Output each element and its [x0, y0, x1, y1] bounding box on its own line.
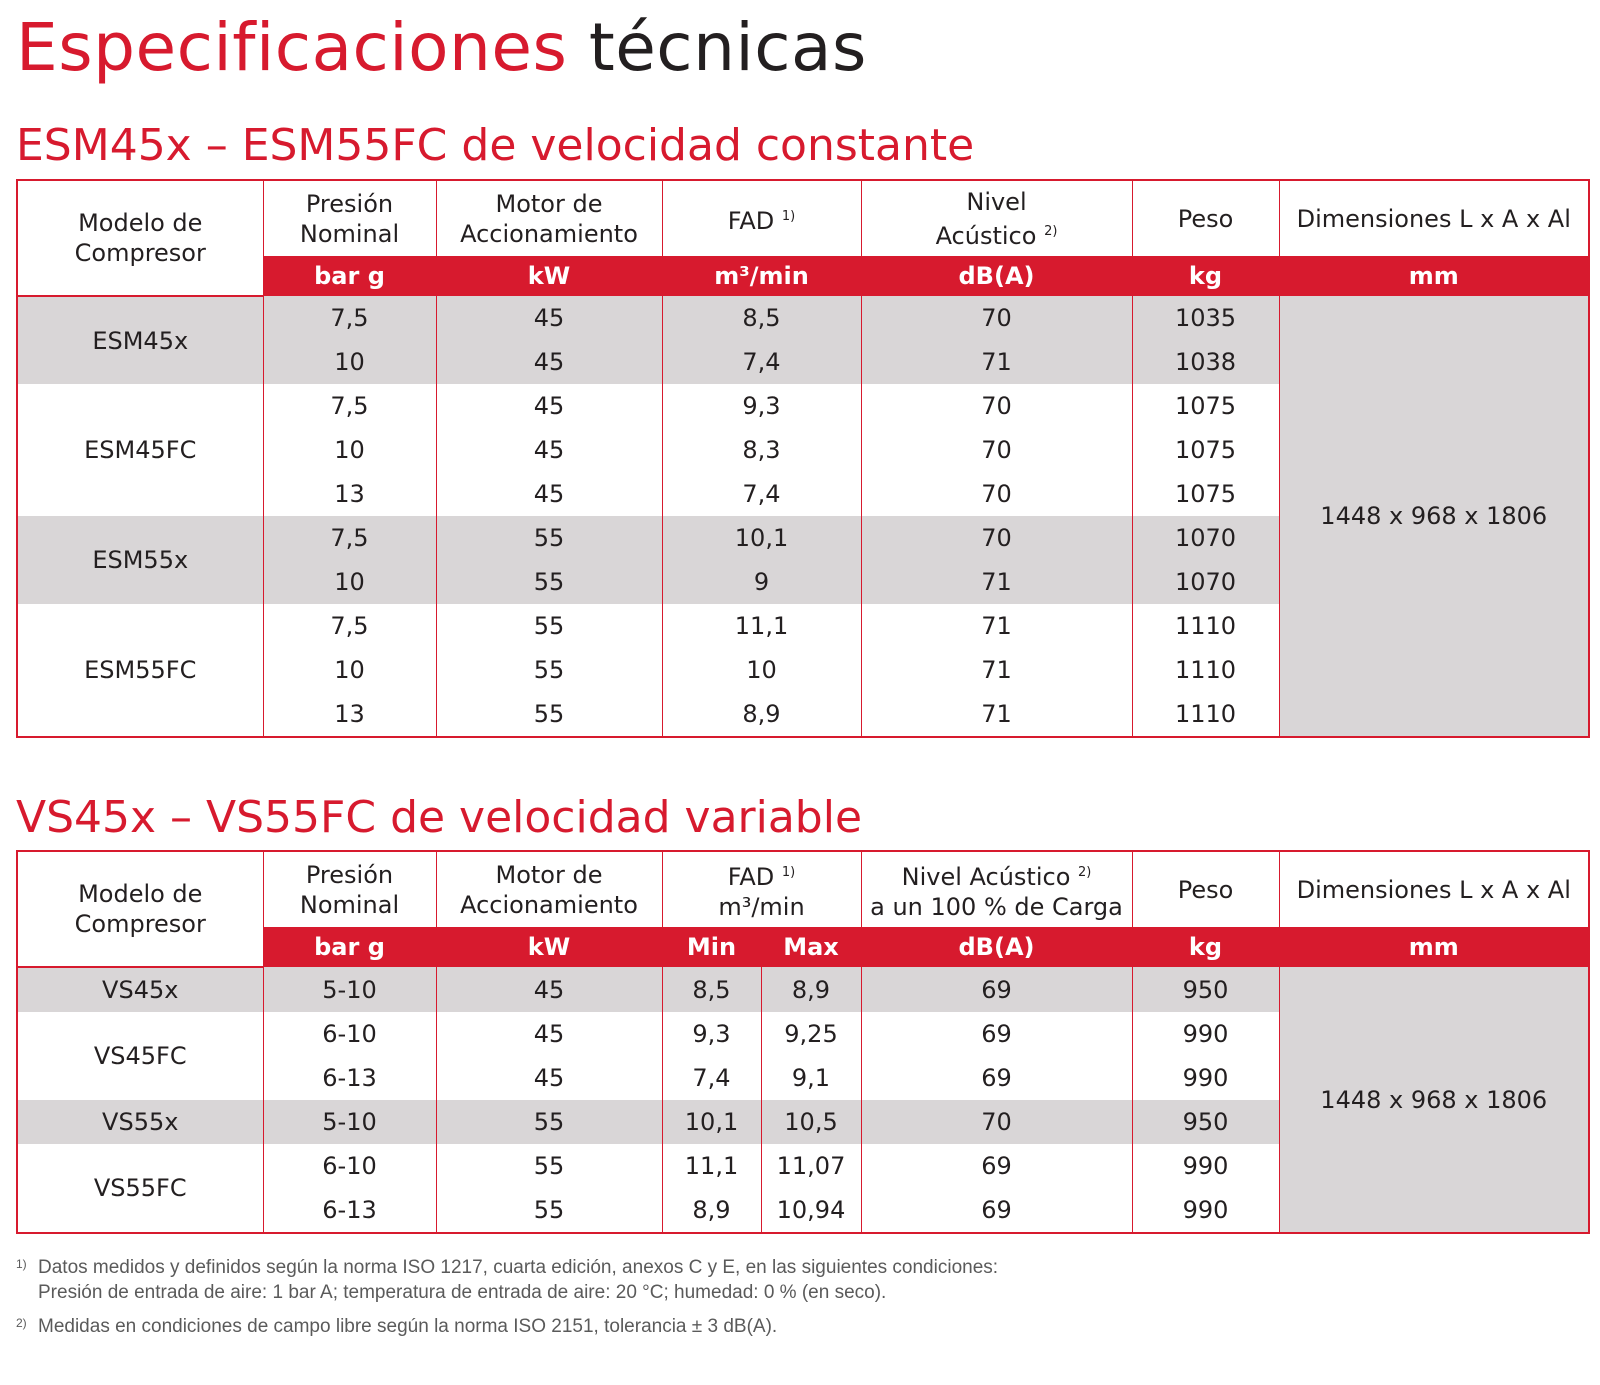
unit-motor: kW	[436, 256, 662, 296]
noise-cell: 71	[861, 340, 1132, 384]
weight-cell: 1110	[1132, 648, 1279, 692]
fad-cell: 9,3	[662, 384, 861, 428]
motor-cell: 45	[436, 1056, 662, 1100]
header-noise-label: Acústico	[935, 221, 1037, 250]
motor-cell: 45	[436, 340, 662, 384]
fad-cell: 8,9	[662, 692, 861, 737]
noise-cell: 71	[861, 560, 1132, 604]
fad-max-cell: 8,9	[761, 967, 861, 1012]
header-noise-condition: a un 100 % de Carga	[870, 892, 1123, 921]
fad-cell: 9	[662, 560, 861, 604]
motor-cell: 45	[436, 296, 662, 340]
motor-cell: 55	[436, 1100, 662, 1144]
model-cell: ESM45x	[17, 296, 263, 384]
weight-cell: 1038	[1132, 340, 1279, 384]
weight-cell: 950	[1132, 1100, 1279, 1144]
noise-cell: 69	[861, 1188, 1132, 1233]
noise-cell: 69	[861, 1144, 1132, 1188]
header-noise-label: Nivel Acústico	[901, 862, 1071, 891]
motor-cell: 55	[436, 604, 662, 648]
footnote-ref-1: 1)	[781, 864, 796, 880]
footnote-line: Presión de entrada de aire: 1 bar A; temperatura de entrada de aire: 20 °C; humedad: 0 % (en seco).	[38, 1282, 887, 1303]
weight-cell: 990	[1132, 1012, 1279, 1056]
noise-cell: 69	[861, 967, 1132, 1012]
model-cell: VS55FC	[17, 1144, 263, 1233]
header-model: Modelo de Compresor	[17, 851, 263, 967]
pressure-cell: 13	[263, 692, 436, 737]
noise-cell: 70	[861, 516, 1132, 560]
fad-cell: 7,4	[662, 472, 861, 516]
fad-min-cell: 8,5	[662, 967, 761, 1012]
dimensions-cell: 1448 x 968 x 1806	[1279, 967, 1589, 1233]
weight-cell: 950	[1132, 967, 1279, 1012]
fad-max-cell: 9,25	[761, 1012, 861, 1056]
footnote-ref-1: 1)	[781, 208, 796, 224]
pressure-cell: 10	[263, 560, 436, 604]
fad-min-cell: 7,4	[662, 1056, 761, 1100]
unit-fad-max: Max	[761, 927, 861, 967]
pressure-cell: 10	[263, 648, 436, 692]
fad-min-cell: 9,3	[662, 1012, 761, 1056]
model-cell: VS55x	[17, 1100, 263, 1144]
fad-max-cell: 11,07	[761, 1144, 861, 1188]
model-cell: ESM55x	[17, 516, 263, 604]
noise-cell: 70	[861, 1100, 1132, 1144]
header-fad	[662, 180, 861, 256]
pressure-cell: 7,5	[263, 296, 436, 340]
unit-weight: kg	[1132, 927, 1279, 967]
header-weight: Peso	[1132, 180, 1279, 256]
noise-cell: 70	[861, 296, 1132, 340]
model-cell: VS45FC	[17, 1012, 263, 1100]
footnote-2	[16, 1314, 998, 1339]
footnote-marker: 1)	[16, 1257, 27, 1271]
header-weight: Peso	[1132, 851, 1279, 927]
footnote-ref-2: 2)	[1044, 223, 1058, 239]
model-cell: ESM55FC	[17, 604, 263, 737]
motor-cell: 55	[436, 1144, 662, 1188]
weight-cell: 1070	[1132, 516, 1279, 560]
weight-cell: 990	[1132, 1056, 1279, 1100]
noise-cell: 71	[861, 648, 1132, 692]
footnote-ref-2: 2)	[1078, 864, 1092, 880]
pressure-cell: 5-10	[263, 1100, 436, 1144]
pressure-cell: 6-10	[263, 1144, 436, 1188]
spec-table-variable-speed	[16, 850, 1590, 1234]
pressure-cell: 7,5	[263, 604, 436, 648]
page-title-part2: técnicas	[588, 9, 867, 86]
fad-cell: 8,5	[662, 296, 861, 340]
header-noise: Nivel Acústico $^{2)}$	[861, 180, 1132, 256]
noise-cell: 70	[861, 428, 1132, 472]
model-cell: VS45x	[17, 967, 263, 1012]
unit-noise: dB(A)	[861, 927, 1132, 967]
unit-pressure: bar g	[263, 927, 436, 967]
model-cell: ESM45FC	[17, 384, 263, 516]
fad-min-cell: 11,1	[662, 1144, 761, 1188]
fad-max-cell: 9,1	[761, 1056, 861, 1100]
motor-cell: 45	[436, 1012, 662, 1056]
noise-cell: 70	[861, 472, 1132, 516]
footnote-marker: 2)	[16, 1316, 27, 1330]
header-fad	[662, 851, 861, 927]
unit-dimensions: mm	[1279, 256, 1589, 296]
motor-cell: 55	[436, 648, 662, 692]
header-pressure: Presión Nominal	[263, 851, 436, 927]
pressure-cell: 6-13	[263, 1056, 436, 1100]
pressure-cell: 7,5	[263, 516, 436, 560]
unit-noise: dB(A)	[861, 256, 1132, 296]
spec-table-constant-speed	[16, 179, 1590, 738]
header-noise	[861, 851, 1132, 927]
unit-fad: m³/min	[662, 256, 861, 296]
motor-cell: 55	[436, 692, 662, 737]
header-fad-unit: m³/min	[718, 892, 805, 921]
motor-cell: 45	[436, 472, 662, 516]
fad-cell: 10,1	[662, 516, 861, 560]
weight-cell: 1035	[1132, 296, 1279, 340]
motor-cell: 55	[436, 560, 662, 604]
weight-cell: 1070	[1132, 560, 1279, 604]
unit-motor: kW	[436, 927, 662, 967]
section-title-constant-speed: ESM45x – ESM55FC de velocidad constante	[16, 120, 975, 171]
header-dimensions: Dimensiones L x A x Al	[1279, 180, 1589, 256]
page-title-part1: Especificaciones	[16, 9, 568, 86]
unit-fad-min: Min	[662, 927, 761, 967]
unit-pressure: bar g	[263, 256, 436, 296]
pressure-cell: 6-13	[263, 1188, 436, 1233]
motor-cell: 45	[436, 967, 662, 1012]
pressure-cell: 10	[263, 340, 436, 384]
motor-cell: 55	[436, 516, 662, 560]
pressure-cell: 10	[263, 428, 436, 472]
header-motor: Motor de Accionamiento	[436, 180, 662, 256]
motor-cell: 55	[436, 1188, 662, 1233]
unit-weight: kg	[1132, 256, 1279, 296]
noise-cell: 69	[861, 1012, 1132, 1056]
weight-cell: 1075	[1132, 428, 1279, 472]
noise-cell: 69	[861, 1056, 1132, 1100]
footnote-1	[16, 1255, 998, 1305]
weight-cell: 990	[1132, 1144, 1279, 1188]
fad-min-cell: 8,9	[662, 1188, 761, 1233]
unit-dimensions: mm	[1279, 927, 1589, 967]
pressure-cell: 6-10	[263, 1012, 436, 1056]
weight-cell: 1110	[1132, 692, 1279, 737]
footnote-line: Datos medidos y definidos según la norma ISO 1217, cuarta edición, anexos C y E, en las siguientes condiciones:	[38, 1257, 999, 1278]
dimensions-cell: 1448 x 968 x 1806	[1279, 296, 1589, 737]
weight-cell: 1075	[1132, 472, 1279, 516]
header-motor: Motor de Accionamiento	[436, 851, 662, 927]
header-fad-label: FAD	[727, 206, 775, 235]
header-pressure: Presión Nominal	[263, 180, 436, 256]
fad-min-cell: 10,1	[662, 1100, 761, 1144]
weight-cell: 1110	[1132, 604, 1279, 648]
noise-cell: 71	[861, 604, 1132, 648]
motor-cell: 45	[436, 428, 662, 472]
noise-cell: 70	[861, 384, 1132, 428]
pressure-cell: 13	[263, 472, 436, 516]
section-title-variable-speed: VS45x – VS55FC de velocidad variable	[16, 792, 863, 843]
header-fad-label: FAD	[727, 862, 775, 891]
table-row	[17, 967, 1589, 1012]
fad-cell: 10	[662, 648, 861, 692]
fad-max-cell: 10,94	[761, 1188, 861, 1233]
pressure-cell: 7,5	[263, 384, 436, 428]
table-row	[17, 296, 1589, 340]
footnote-line: Medidas en condiciones de campo libre según la norma ISO 2151, tolerancia ± 3 dB(A).	[38, 1316, 778, 1337]
noise-cell: 71	[861, 692, 1132, 737]
fad-max-cell: 10,5	[761, 1100, 861, 1144]
footnotes	[16, 1255, 998, 1339]
pressure-cell: 5-10	[263, 967, 436, 1012]
page-title	[16, 4, 867, 92]
fad-cell: 8,3	[662, 428, 861, 472]
header-model: Modelo de Compresor	[17, 180, 263, 296]
weight-cell: 1075	[1132, 384, 1279, 428]
fad-cell: 7,4	[662, 340, 861, 384]
motor-cell: 45	[436, 384, 662, 428]
fad-cell: 11,1	[662, 604, 861, 648]
weight-cell: 990	[1132, 1188, 1279, 1233]
header-dimensions: Dimensiones L x A x Al	[1279, 851, 1589, 927]
